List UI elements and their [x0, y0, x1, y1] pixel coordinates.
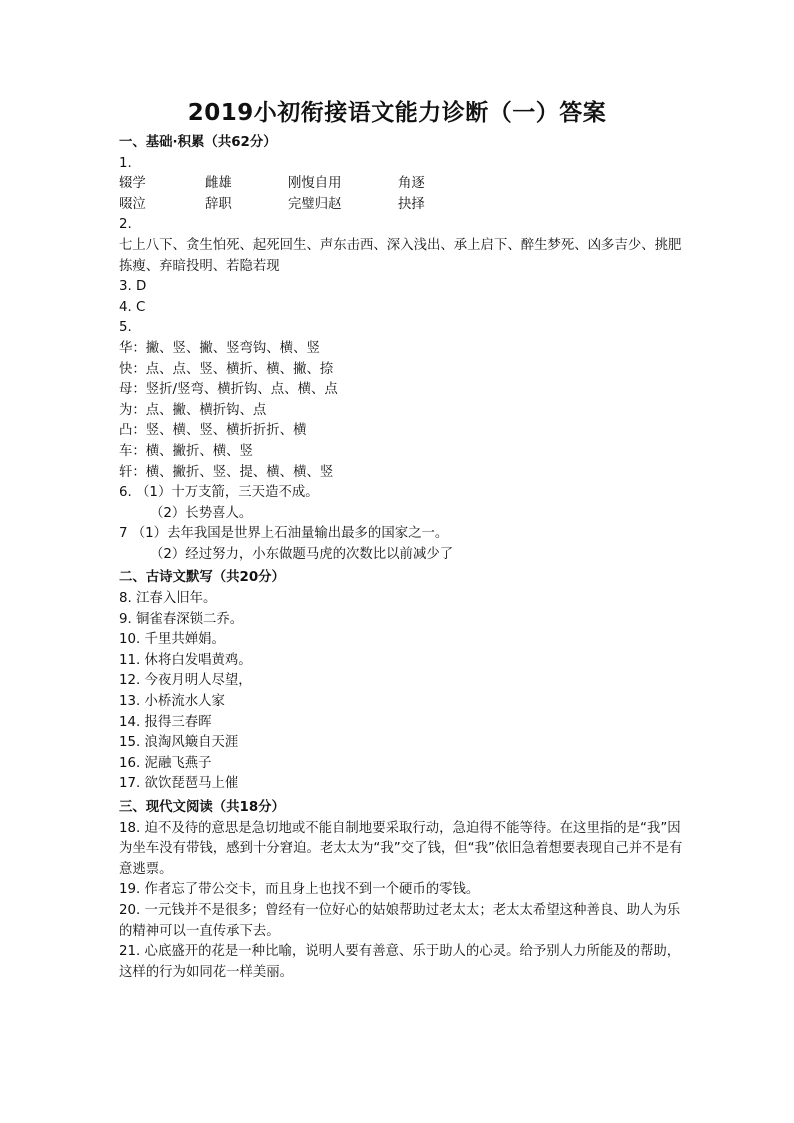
section-heading-reading: 三、现代文阅读（共18分） — [119, 800, 285, 815]
stroke-order-line: 凸：竖、横、竖、横折折折、横 — [119, 423, 307, 439]
words-row-1 — [119, 174, 689, 195]
stroke-order-line: 快：点、点、竖、横折、横、撇、捺 — [119, 361, 334, 377]
poetry-answer: 9. 铜雀春深锁二乔。 — [119, 611, 244, 627]
word-cell: 抉择 — [398, 196, 425, 212]
question-6-part-2: （2）长势喜人。 — [150, 505, 253, 521]
poetry-answer: 15. 浪淘风簸自天涯 — [119, 735, 239, 751]
stroke-order-line: 母：竖折/竖弯、横折钩、点、横、点 — [119, 382, 338, 398]
section-heading-poetry: 二、古诗文默写（共20分） — [119, 570, 285, 586]
poetry-answer: 13. 小桥流水人家 — [119, 694, 225, 710]
word-cell: 完璧归赵 — [288, 196, 342, 212]
question-18-answer: 18. 迫不及待的意思是急切地或不能自制地要采取行动，急迫得不能等待。在这里指的是“我”因为坐车没有带钱，感到十分窘迫。老太太为“我”交了钱，但“我”依旧急着想要表现自己并不是有意逃票。 — [119, 820, 683, 877]
question-2-number: 2. — [119, 217, 132, 233]
poetry-answer: 14. 报得三春晖 — [119, 714, 212, 730]
question-6-part-1: 6. （1）十万支箭，三天造不成。 — [119, 485, 319, 501]
word-cell: 辞职 — [205, 196, 232, 212]
word-cell: 啜泣 — [119, 196, 146, 212]
question-7-part-2: （2）经过努力，小东做题马虎的次数比以前减少了 — [150, 546, 454, 562]
stroke-order-line: 为：点、撇、横折钩、点 — [119, 402, 267, 418]
question-1-number: 1. — [119, 155, 132, 171]
stroke-order-line: 车：横、撇折、横、竖 — [119, 443, 253, 459]
word-cell: 辍学 — [119, 176, 146, 192]
question-20-answer: 20. 一元钱并不是很多；曾经有一位好心的姑娘帮助过老太太；老太太希望这种善良、助人为乐的精神可以一直传承下去。 — [119, 902, 681, 939]
question-5-number: 5. — [119, 320, 132, 336]
poetry-answer: 17. 欲饮琵琶马上催 — [119, 776, 239, 792]
question-7-part-1: 7 （1）去年我国是世界上石油量输出最多的国家之一。 — [119, 526, 449, 542]
poetry-answer: 8. 江春入旧年。 — [119, 591, 217, 607]
stroke-order-line: 华：撇、竖、撇、竖弯钩、横、竖 — [119, 340, 320, 356]
word-cell: 角逐 — [398, 176, 425, 192]
question-19-answer: 19. 作者忘了带公交卡，而且身上也找不到一个硬币的零钱。 — [119, 882, 480, 898]
poetry-answer: 16. 泥融飞燕子 — [119, 755, 212, 771]
poetry-answer: 10. 千里共婵娟。 — [119, 632, 225, 648]
answer-content — [119, 130, 689, 983]
poetry-answer: 11. 休将白发唱黄鸡。 — [119, 652, 252, 668]
words-row-2 — [119, 195, 689, 216]
document-title: 2019小初衔接语文能力诊断（一）答案 — [187, 100, 607, 126]
question-3-answer: 3. D — [119, 279, 147, 295]
question-4-answer: 4. C — [119, 299, 146, 315]
poetry-answer: 12. 今夜月明人尽望， — [119, 673, 252, 689]
section-heading-basics: 一、基础·积累（共62分） — [119, 135, 277, 150]
word-cell: 雌雄 — [205, 176, 232, 192]
question-21-answer: 21. 心底盛开的花是一种比喻，说明人要有善意、乐于助人的心灵。给予别人力所能及的帮助，这样的行为如同花一样美丽。 — [119, 944, 681, 980]
question-2-answer: 七上八下、贪生怕死、起死回生、声东击西、深入浅出、承上启下、醉生梦死、凶多吉少、挑肥拣瘦、弃暗投明、若隐若现 — [119, 237, 682, 274]
stroke-order-line: 轩：横、撇折、竖、提、横、横、竖 — [119, 464, 334, 480]
word-cell: 刚愎自用 — [288, 176, 342, 192]
